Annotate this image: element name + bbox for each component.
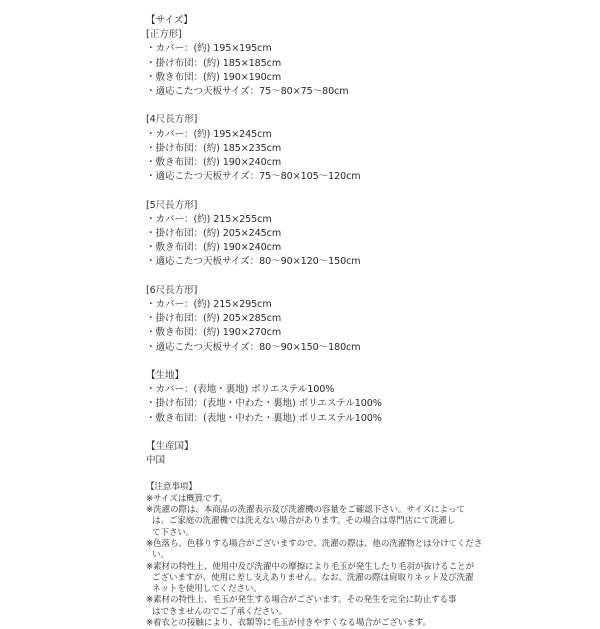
- size-row: ・掛け布団：(約) 205×285cm: [146, 313, 282, 325]
- size-group-square: [146, 28, 586, 99]
- notes-section: [146, 482, 586, 629]
- size-row: ・敷き布団：(約) 190×190cm: [146, 71, 282, 83]
- note-line: ※素材の特性上、毛玉が発生する場合がございます。その発生を完全に防止する事: [146, 595, 457, 606]
- note-line: ございますが、使用に差し支えありません。なお、洗濯の際は肩取りネット及び洗濯: [152, 572, 474, 583]
- size-row: ・カバー：(約) 195×245cm: [146, 128, 272, 140]
- material-row: ・カバー：(表地・裏地) ポリエステル100%: [146, 384, 335, 396]
- note-line: ネットを使用してください。: [152, 584, 262, 595]
- note-line: はできませんのでご了承ください。: [152, 606, 288, 617]
- size-row: ・カバー：(約) 195×195cm: [146, 43, 272, 55]
- size-row: ・敷き布団：(約) 190×270cm: [146, 327, 282, 339]
- size-heading: 【サイズ】: [146, 15, 193, 26]
- size-group-title: [4尺長方形]: [146, 114, 198, 126]
- size-group-title: [6尺長方形]: [146, 284, 198, 296]
- note-line: ※サイズは概算です。: [146, 493, 228, 504]
- note-line: ※洗濯の際は、本商品の洗濯表示及び洗濯機の容量をご確認下さい。サイズによって: [146, 505, 465, 516]
- origin-heading: 【生産国】: [146, 441, 194, 453]
- size-group-6shaku: [146, 284, 586, 355]
- size-group-title: [正方形]: [146, 29, 182, 41]
- material-row: ・掛け布団：(表地・中わた・裏地) ポリエステル100%: [146, 398, 382, 410]
- note-line: て下さい。: [152, 527, 195, 538]
- size-row: ・掛け布団：(約) 185×235cm: [146, 142, 282, 154]
- size-row: ・カバー：(約) 215×295cm: [146, 299, 272, 311]
- size-row: ・カバー：(約) 215×255cm: [146, 213, 272, 225]
- note-line: は、ご家庭の洗濯機では洗えない場合があります。その場合は専門店にて洗濯し: [152, 516, 456, 527]
- product-spec-text: [146, 14, 586, 629]
- note-line: ※色落ち、色移りする場合がございますので、洗濯の際は、他の洗濯物とは分けてくださ: [146, 538, 483, 549]
- material-section: [146, 369, 586, 426]
- notes-heading: 【注意事項】: [146, 482, 197, 493]
- size-row: ・掛け布団：(約) 185×185cm: [146, 57, 282, 69]
- note-line: ※素材の特性上、使用中及び洗濯中の摩擦により毛玉が発生したり毛羽が抜けることが: [146, 561, 474, 572]
- size-row: ・掛け布団：(約) 205×245cm: [146, 228, 282, 240]
- size-row: ・敷き布団：(約) 190×240cm: [146, 242, 282, 254]
- size-row: ・適応こたつ天板サイズ：80〜90×150〜180cm: [146, 341, 361, 353]
- note-line: い。: [152, 550, 169, 561]
- size-group-title: [5尺長方形]: [146, 199, 198, 211]
- size-row: ・適応こたつ天板サイズ：80〜90×120〜150cm: [146, 256, 361, 268]
- size-row: ・適応こたつ天板サイズ：75〜80×75〜80cm: [146, 86, 349, 98]
- material-heading: 【生地】: [146, 370, 184, 382]
- origin-section: [146, 440, 586, 468]
- size-row: ・適応こたつ天板サイズ：75〜80×105〜120cm: [146, 171, 361, 183]
- size-group-4shaku: [146, 113, 586, 184]
- material-row: ・敷き布団：(表地・中わた・裏地) ポリエステル100%: [146, 412, 382, 424]
- note-line: ※着衣との接触により、衣類等に毛玉が付きやすくなる場合がございます。: [146, 617, 432, 628]
- size-row: ・敷き布団：(約) 190×240cm: [146, 157, 282, 169]
- origin-value: 中国: [146, 455, 165, 467]
- size-group-5shaku: [146, 199, 586, 270]
